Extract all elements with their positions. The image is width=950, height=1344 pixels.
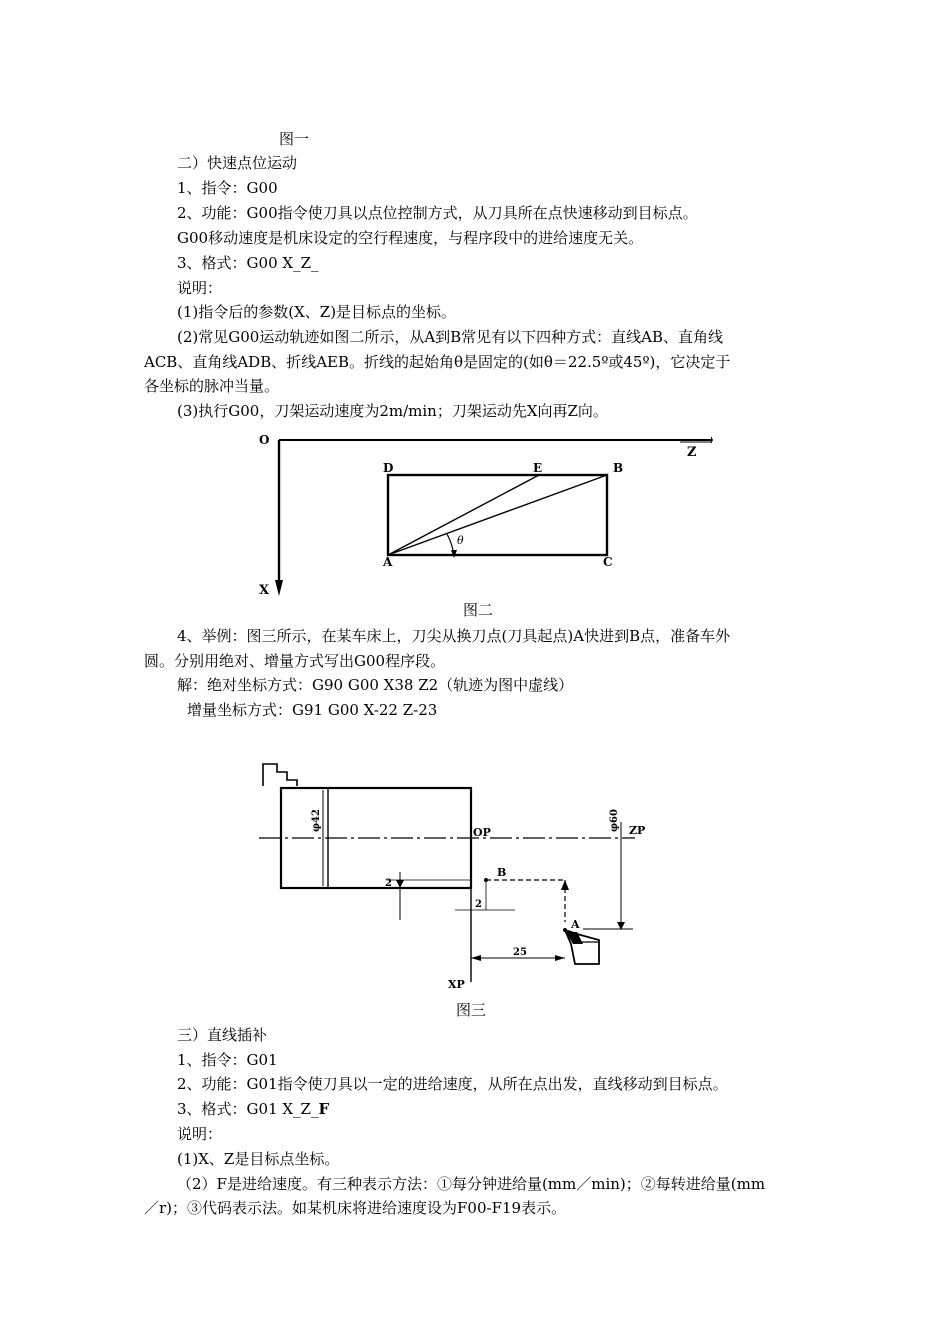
format-prefix: 3、格式：G00 [177, 254, 283, 272]
example-incremental: 增量坐标方式：G91 G00 X-22 Z-23 [187, 701, 438, 719]
dim-2-axial: 2 [475, 899, 482, 910]
point-b-label: B [613, 461, 624, 475]
format-prefix: 3、格式：G01 X_Z_ [177, 1100, 319, 1118]
section-2-note-2-line-1: (2)常见G00运动轨迹如图二所示，从A到B常见有以下四种方式：直线AB、直角线 [177, 328, 724, 346]
figure-2-caption: 图二 [463, 601, 494, 619]
section-3-note-2-line-2: ／r)；③代码表示法。如某机床将进给速度设为F00-F19表示。 [144, 1199, 567, 1217]
example-line-1: 4、举例：图三所示，在某车床上，刀尖从换刀点(刀具起点)A快进到B点，准备车外 [177, 627, 731, 645]
section-3-note-label: 说明： [177, 1125, 223, 1143]
op-label: OP [473, 826, 491, 839]
section-2-format [177, 253, 319, 273]
section-3-function: 2、功能：G01指令使刀具以一定的进给速度，从所在点出发，直线移动到目标点。 [177, 1075, 728, 1093]
section-2-note-2-line-3: 各坐标的脉冲当量。 [144, 377, 280, 395]
dim-2-radial: 2 [385, 878, 392, 889]
point-a-label: A [571, 918, 580, 931]
section-3-command: 1、指令：G01 [177, 1051, 278, 1069]
figure-3-diagram [255, 760, 646, 995]
section-3-heading: 三）直线插补 [177, 1026, 268, 1044]
section-3-format [177, 1099, 329, 1119]
dim-25-label: 25 [513, 947, 527, 958]
origin-label: O [259, 433, 270, 447]
point-e-label: E [533, 461, 543, 475]
dia-42-label: φ42 [311, 809, 322, 832]
example-line-2: 圆。分别用绝对、增量方式写出G00程序段。 [144, 652, 446, 670]
dia-60-label: φ60 [609, 809, 620, 832]
section-3-note-1: (1)X、Z是目标点坐标。 [177, 1150, 340, 1168]
line-ab [388, 475, 607, 555]
figure-2-diagram [255, 430, 725, 600]
section-2-command: 1、指令：G00 [177, 179, 278, 197]
section-2-function: 2、功能：G00指令使刀具以点位控制方式，从刀具所在点快速移动到目标点。 [177, 204, 698, 222]
point-b-label: B [497, 866, 507, 879]
point-d-label: D [383, 461, 394, 475]
z-axis-label: Z [687, 445, 697, 460]
section-3-note-2-line-1: （2）F是进给速度。有三种表示方法：①每分钟进给量(mm／min)；②每转进给量(mm [177, 1175, 766, 1193]
x-axis-label: X [259, 583, 270, 598]
theta-label: θ [457, 534, 464, 547]
point-a-label: A [383, 555, 393, 569]
section-2-function-note: G00移动速度是机床设定的空行程速度，与程序段中的进给速度无关。 [177, 229, 644, 247]
section-2-note-3: (3)执行G00，刀架运动速度为2m/min；刀架运动先X向再Z向。 [177, 402, 608, 420]
figure-1-caption: 图一 [279, 130, 310, 148]
section-2-note-1: (1)指令后的参数(X、Z)是目标点的坐标。 [177, 303, 457, 321]
format-feed-code: F [318, 1100, 330, 1118]
point-c-label: C [603, 555, 613, 569]
section-2-note-label: 说明： [177, 279, 223, 297]
section-2-heading: 二）快速点位运动 [177, 154, 298, 172]
format-code: X_Z_ [282, 254, 319, 272]
figure-3-caption: 图三 [456, 1001, 487, 1019]
example-absolute: 解：绝对坐标方式：G90 G00 X38 Z2（轨迹为图中虚线） [177, 676, 574, 694]
chuck-jaw [263, 764, 297, 786]
zp-label: ZP [629, 824, 646, 837]
section-2-note-2-line-2: ACB、直角线ADB、折线AEB。折线的起始角θ是固定的(如θ＝22.5º或45º)，它决定于 [144, 353, 731, 371]
xp-label: XP [448, 978, 465, 991]
